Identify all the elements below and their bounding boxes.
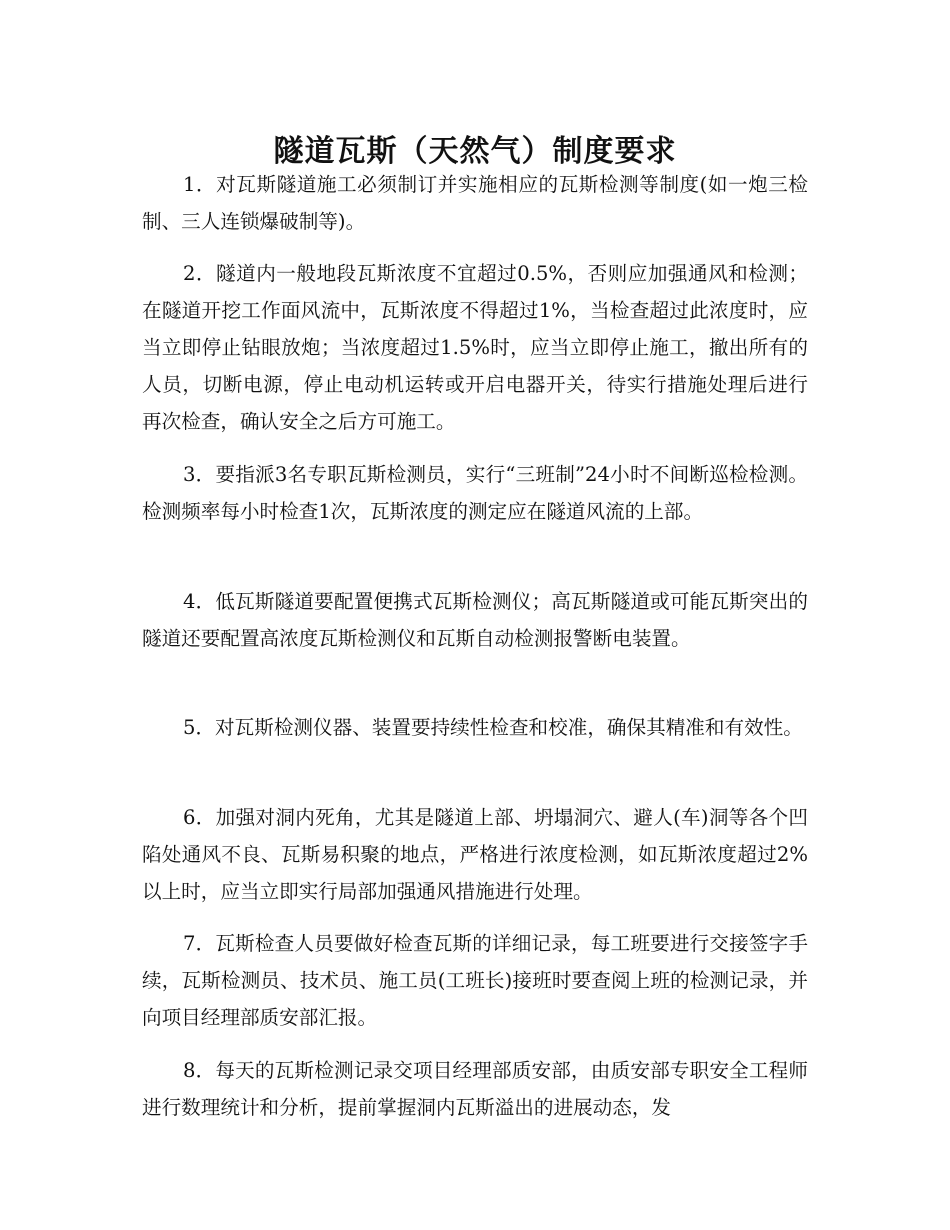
paragraph-4: 4．低瓦斯隧道要配置便携式瓦斯检测仪；高瓦斯隧道或可能瓦斯突出的隧道还要配置高浓度瓦斯检测仪和瓦斯自动检测报警断电装置。 (142, 590, 808, 650)
paragraph-3: 3．要指派3名专职瓦斯检测员，实行“三班制”24小时不间断巡检检测。检测频率每小时检查1次，瓦斯浓度的测定应在隧道风流的上部。 (142, 463, 808, 523)
paragraph-1: 1．对瓦斯隧道施工必须制订并实施相应的瓦斯检测等制度(如一炮三检制、三人连锁爆破制等)。 (142, 173, 808, 233)
paragraph-7: 7．瓦斯检查人员要做好检查瓦斯的详细记录，每工班要进行交接签字手续，瓦斯检测员、技术员、施工员(工班长)接班时要查阅上班的检测记录，并向项目经理部质安部汇报。 (142, 932, 808, 1029)
paragraph-8: 8．每天的瓦斯检测记录交项目经理部质安部，由质安部专职安全工程师进行数理统计和分析，提前掌握洞内瓦斯溢出的进展动态，发 (142, 1059, 808, 1119)
paragraph-2: 2．隧道内一般地段瓦斯浓度不宜超过0.5%，否则应加强通风和检测；在隧道开挖工作面风流中，瓦斯浓度不得超过1%，当检查超过此浓度时，应当立即停止钻眼放炮；当浓度超过1.5%时，应当立即停止施工，撤出所有的人员，切断电源，停止电动机运转或开启电器开关，待实行措施处理后进行再次检查，确认安全之后方可施工。 (142, 262, 808, 433)
document-title: 隧道瓦斯（天然气）制度要求 (273, 134, 677, 170)
paragraph-6: 6．加强对洞内死角，尤其是隧道上部、坍塌洞穴、避人(车)洞等各个凹陷处通风不良、瓦斯易积聚的地点，严格进行浓度检测，如瓦斯浓度超过2%以上时，应当立即实行局部加强通风措施进行处理。 (142, 806, 808, 903)
paragraph-5: 5．对瓦斯检测仪器、装置要持续性检查和校准，确保其精准和有效性。 (183, 716, 803, 739)
